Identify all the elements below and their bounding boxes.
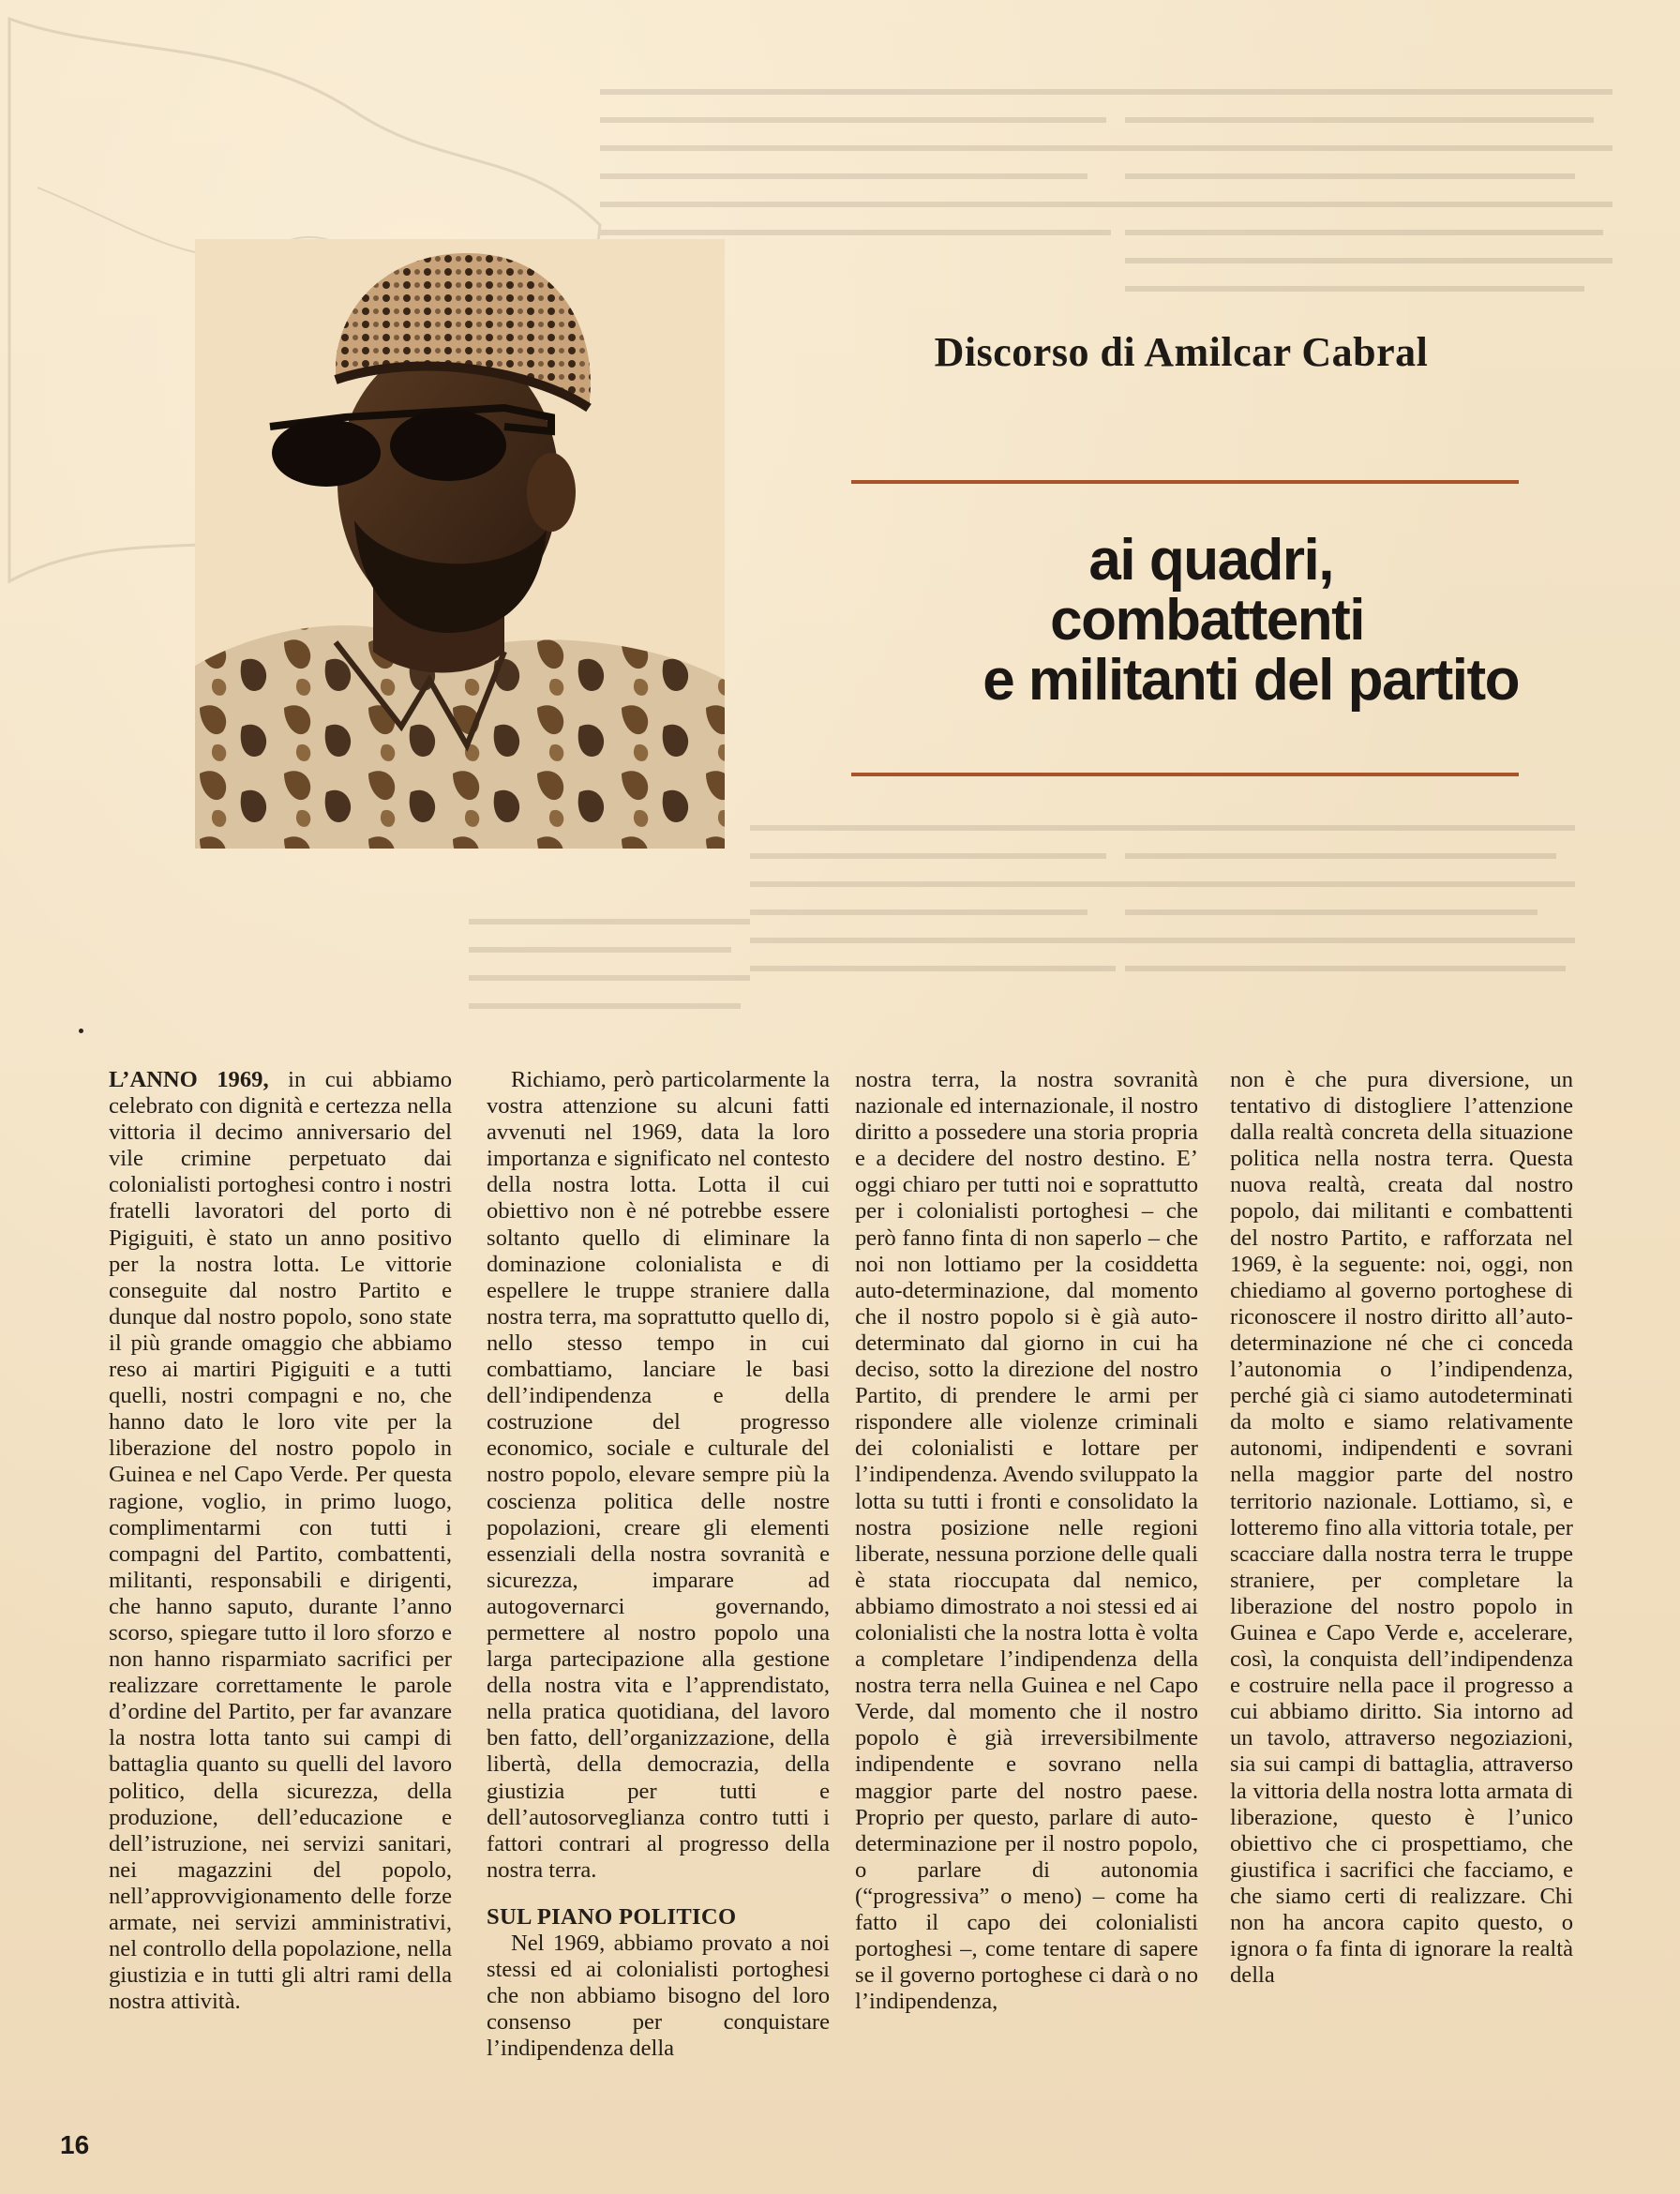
- title-line-3: e militanti del partito: [982, 648, 1519, 713]
- text-column-4: [1230, 1067, 1573, 1989]
- title-line-1: ai quadri,: [1088, 528, 1333, 593]
- paragraph: Nel 1969, abbiamo provato a noi stessi ed ai colonialisti portoghesi che non abbiamo bisogno del loro consenso per conquistare l’indipendenza della: [487, 1930, 830, 2062]
- bullet-dot: [79, 1029, 83, 1033]
- title-rule-top: [851, 480, 1519, 484]
- paragraph-text: in cui abbiamo celebrato con dignità e certezza nella vittoria il decimo anniversario del vile crimine perpetuato dai colonialisti portoghesi contro i nostri fratelli lavoratori del porto di Pigiguiti, è stato un anno positivo per la nostra lotta. Le vittorie conseguite dal nostro Partito e dunque dal nostro popolo, sono state il più grande omaggio che abbiamo reso ai martiri Pigiguiti e a tutti quelli, nostri compagni e no, che hanno dato le loro vite per la liberazione del nostro popolo in Guinea e nel Capo Verde. Per questa ragione, voglio, in primo luogo, complimentarmi con tutti i compagni del Partito, combattenti, militanti, responsabili e dirigenti, che hanno saputo, durante l’anno scorso, spiegare tutto il loro sforzo e non hanno risparmiato sacrifici per realizzare correttamente le parole d’ordine del Partito, per far avanzare la nostra lotta tanto sui campi di battaglia quanto su quelli del lavoro politico, della sicurezza, della produzione, dell’educazione e dell’istruzione, nei servizi sanitari, nei magazzini del popolo, nell’approvvigionamento delle forze armate, nei servizi amministrativi, nel controllo della popolazione, nella giustizia e in tutti gli altri rami della nostra attività.: [109, 1067, 452, 2015]
- portrait-photo: [195, 239, 725, 849]
- section-heading: SUL PIANO POLITICO: [487, 1903, 737, 1930]
- text-column-2: [487, 1067, 830, 2062]
- page-number: 16: [60, 2130, 90, 2159]
- title-line-2: combattenti: [1050, 588, 1364, 653]
- paragraph: non è che pura diversione, un tentativo di distogliere l’attenzione dalla realtà concreta della situazione politica nella nostra terra. Questa nuova realtà, creata dal nostro popolo, dai militanti e combattenti del nostro Partito, e rafforzata nel 1969, è la seguente: noi, oggi, non chiediamo al governo portoghese di riconoscere il nostro diritto all’auto-determinazione né che ci conceda l’autonomia o l’indipendenza, perché già ci siamo autodeterminati da molto e siamo relativamente autonomi, indipendenti e sovrani nella maggior parte del nostro territorio nazionale. Lottiamo, sì, e lotteremo fino alla vittoria totale, per scacciare dalla nostra terra le truppe straniere, per completare la liberazione del nostro popolo in Guinea e Capo Verde e, accelerare, così, la conquista dell’indipendenza e costruire nella pace il progresso a cui abbiamo diritto. Sia intorno ad un tavolo, attraverso negoziazioni, sia sui campi di battaglia, attraverso la vittoria della nostra lotta armata di liberazione, questo è l’unico obiettivo che ci prospettiamo, che giustifica i sacrifici che facciamo, e che siamo certi di realizzare. Chi non ha ancora capito questo, o ignora o fa finta di ignorare la realtà della: [1230, 1067, 1573, 1989]
- paragraph: nostra terra, la nostra sovranità nazionale ed internazionale, il nostro diritto a possedere una storia propria e a decidere del nostro destino. E’ oggi chiaro per tutti noi e soprattutto per i colonialisti portoghesi – che però fanno finta di non saperlo – che noi non lottiamo per la cosiddetta auto-determinazione, dal momento che il nostro popolo si è già auto-determinato dal giorno in cui ha deciso, sotto la direzione del nostro Partito, di prendere le armi per rispondere alle violenze criminali dei colonialisti e lottare per l’indipendenza. Avendo sviluppato la lotta su tutti i fronti e consolidato la nostra posizione nelle regioni liberate, nessuna porzione delle quali è stata rioccupata dal nemico, abbiamo dimostrato a noi stessi ed ai colonialisti che la nostra lotta è volta a completare l’indipendenza della nostra terra nella Guinea e nel Capo Verde, dal momento che il nostro popolo è già irreversibilmente indipendente e sovrano nella maggior parte del nostro paese. Proprio per questo, parlare di auto-determinazione per il nostro popolo, o parlare di autonomia (“progressiva” o meno) – come ha fatto il capo dei colonialisti portoghesi –, come tentare di sapere se il governo portoghese ci darà o no l’indipendenza,: [855, 1067, 1198, 2015]
- title-rule-bottom: [851, 773, 1519, 776]
- lead-in: L’ANNO 1969,: [109, 1067, 269, 1092]
- paragraph: Richiamo, però particolarmente la vostra attenzione su alcuni fatti avvenuti nel 1969, data la loro importanza e significato nel contesto della nostra lotta. Lotta il cui obiettivo non è né potrebbe essere soltanto quello di eliminare la dominazione colonialista e di espellere le truppe straniere dalla nostra terra, ma soprattutto quello di, nello stesso tempo in cui combattiamo, lanciare le basi dell’indipendenza e della costruzione del progresso economico, sociale e culturale del nostro popolo, elevare sempre più la coscienza politica delle nostre popolazioni, creare gli elementi essenziali della nostra sovranità e sicurezza, imparare ad autogovernarci governando, permettere al nostro popolo una larga partecipazione alla gestione della nostra vita e l’apprendistato, nella pratica quotidiana, del lavoro ben fatto, dell’organizzazione, della libertà, della democrazia, della giustizia per tutti e dell’autosorveglianza contro tutti i fattori contrari al progresso della nostra terra.: [487, 1067, 830, 1883]
- article-subtitle: Discorso di Amilcar Cabral: [934, 329, 1429, 375]
- article-title: [825, 528, 1538, 713]
- text-column-3: [855, 1067, 1198, 2015]
- article-body: [109, 1067, 1590, 2117]
- text-column-1: [109, 1067, 452, 2015]
- paragraph: [109, 1067, 452, 2015]
